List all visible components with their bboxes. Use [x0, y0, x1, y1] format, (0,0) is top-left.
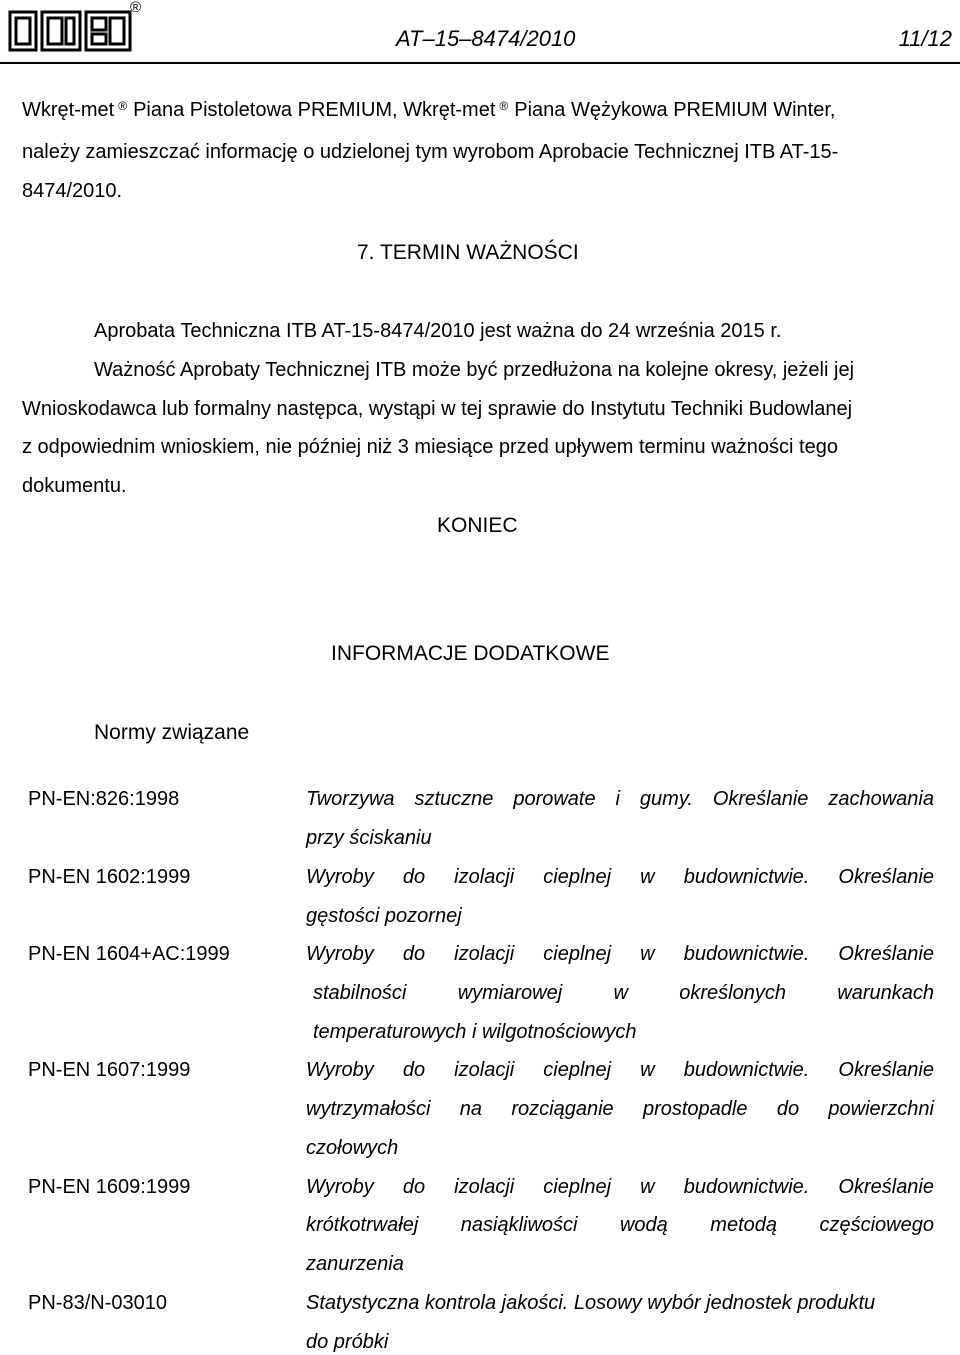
paragraph-line: dokumentu. [22, 475, 127, 497]
registered-mark: ® [130, 0, 142, 16]
page-number: 11/12 [898, 26, 952, 51]
paragraph-line: Ważność Aprobaty Technicznej ITB może być przedłużona na kolejne okresy, jeżeli jej [94, 359, 855, 381]
norm-description: przy ściskaniu [306, 827, 432, 849]
registered-mark: ® [118, 99, 128, 113]
norm-description: Wyroby do izolacji cieplnej w budownictwie. Określanie [306, 1059, 934, 1081]
norm-description: wytrzymałości na rozciąganie prostopadle do powierzchni [306, 1098, 934, 1120]
document-number: AT–15–8474/2010 [396, 26, 576, 51]
norm-description: Wyroby do izolacji cieplnej w budownictwie. Określanie [306, 1176, 934, 1198]
norm-code: PN-EN 1607:1999 [28, 1059, 191, 1081]
norm-description: zanurzenia [306, 1253, 404, 1275]
norm-description: stabilności wymiarowej w określonych warunkach [313, 982, 934, 1004]
intro-line-3: 8474/2010. [22, 180, 123, 202]
itb-logo [8, 4, 138, 52]
norm-code: PN-EN 1602:1999 [28, 866, 191, 888]
section-heading: 7. TERMIN WAŻNOŚCI [357, 241, 579, 264]
norm-code: PN-EN 1609:1999 [28, 1176, 191, 1198]
intro-text: Piana Wężykowa PREMIUM Winter, [514, 99, 836, 121]
intro-line-2: należy zamieszczać informację o udzielonej tym wyrobom Aprobacie Technicznej ITB AT-15- [22, 141, 839, 163]
norm-code: PN-EN:826:1998 [28, 788, 180, 810]
intro-text: Wkręt-met [22, 99, 115, 121]
norm-description: Wyroby do izolacji cieplnej w budownictwie. Określanie [306, 943, 934, 965]
norm-description: temperaturowych i wilgotnościowych [313, 1021, 637, 1043]
paragraph-line: z odpowiednim wnioskiem, nie później niż 3 miesiące przed upływem terminu ważności tego [22, 436, 838, 458]
norm-description: Statystyczna kontrola jakości. Losowy wybór jednostek produktu [306, 1292, 876, 1314]
validity-statement: Aprobata Techniczna ITB AT-15-8474/2010 jest ważna do 24 września 2015 r. [94, 320, 782, 342]
intro-line-1 [22, 97, 835, 123]
intro-text: Piana Pistoletowa PREMIUM, Wkręt-met [133, 99, 496, 121]
additional-info-heading: INFORMACJE DODATKOWE [331, 642, 610, 665]
norm-description: Tworzywa sztuczne porowate i gumy. Określanie zachowania [306, 788, 934, 810]
norm-description: czołowych [306, 1137, 399, 1159]
norm-code: PN-83/N-03010 [28, 1292, 167, 1314]
registered-mark: ® [499, 99, 509, 113]
header-divider [0, 62, 960, 64]
norm-description: krótkotrwałej nasiąkliwości wodą metodą częściowego [306, 1214, 934, 1236]
norm-description: Wyroby do izolacji cieplnej w budownictwie. Określanie [306, 866, 934, 888]
norm-code: PN-EN 1604+AC:1999 [28, 943, 230, 965]
end-marker: KONIEC [437, 514, 518, 537]
paragraph-line: Wnioskodawca lub formalny następca, wystąpi w tej sprawie do Instytutu Techniki Budowlanej [22, 398, 853, 420]
norm-description: do próbki [306, 1331, 389, 1353]
norm-description: gęstości pozornej [306, 905, 462, 927]
norms-heading: Normy związane [94, 721, 250, 744]
